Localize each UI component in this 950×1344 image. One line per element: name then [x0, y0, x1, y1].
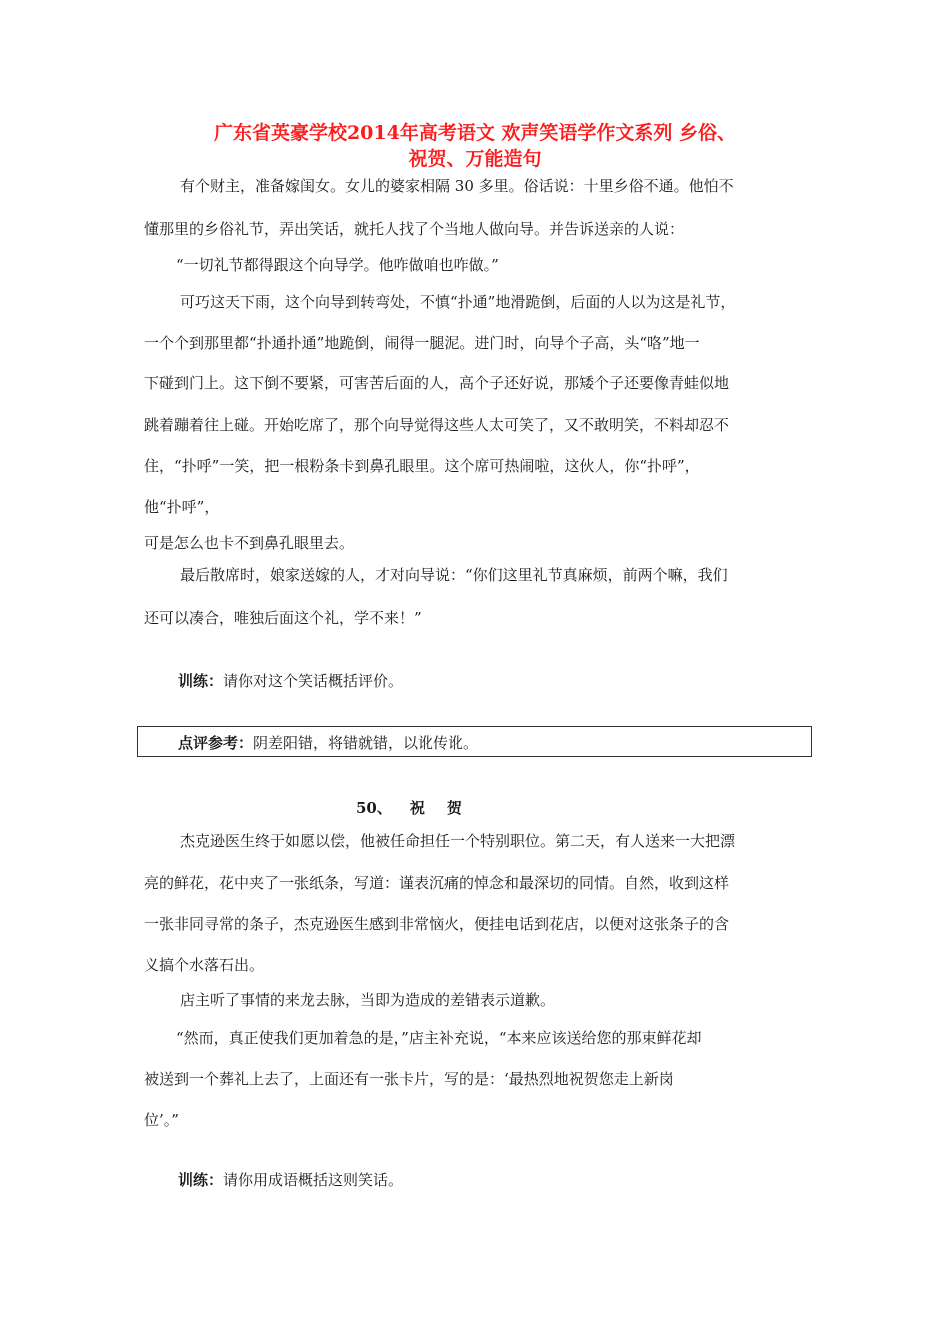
review-label: 点评参考：: [178, 734, 254, 752]
story1-line-5: 一个个到那里都“扑通扑通”地跪倒，闹得一腿泥。进门时，向导个子高，头“咯”地一: [144, 334, 700, 352]
story2-line-1: 杰克逊医生终于如愿以偿，他被任命担任一个特别职位。第二天，有人送来一大把漂: [180, 832, 736, 850]
story2-line-2: 亮的鲜花，花中夹了一张纸条，写道：谨表沉痛的悼念和最深切的同情。自然，收到这样: [144, 874, 730, 892]
training-1-label: 训练：: [178, 672, 224, 690]
document-title: [100, 120, 850, 172]
story1-line-10: 可是怎么也卡不到鼻孔眼里去。: [144, 534, 355, 552]
story1-line-9: 他“扑呼”，: [144, 498, 220, 516]
story1-line-12: 还可以凑合，唯独后面这个礼，学不来！”: [144, 609, 422, 627]
title-line-2: 祝贺、万能造句: [408, 148, 542, 170]
training-1-text: 请你对这个笑话概括评价。: [223, 672, 404, 690]
story1-line-6: 下碰到门上。这下倒不要紧，可害苦后面的人，高个子还好说，那矮个子还要像青蛙似地: [144, 374, 730, 392]
training-2: [178, 1170, 403, 1190]
story2-line-5: 店主听了事情的来龙去脉，当即为造成的差错表示道歉。: [180, 991, 556, 1009]
title-line-1: 广东省英豪学校2014年高考语文 欢声笑语学作文系列 乡俗、: [213, 122, 737, 144]
story1-line-2: 懂那里的乡俗礼节，弄出笑话，就托人找了个当地人做向导。并告诉送亲的人说：: [144, 220, 685, 238]
training-2-text: 请你用成语概括这则笑话。: [223, 1171, 404, 1189]
review-box: [137, 726, 812, 757]
story2-line-3: 一张非同寻常的条子，杰克逊医生感到非常恼火，便挂电话到花店，以便对这张条子的含: [144, 915, 730, 933]
story1-line-8: 住，“扑呼”一笑，把一根粉条卡到鼻孔眼里。这个席可热闹啦，这伙人，你“扑呼”，: [144, 457, 700, 475]
story2-line-6: “然而，真正使我们更加着急的是，”店主补充说，“本来应该送给您的那束鲜花却: [176, 1029, 702, 1047]
section-char-2: 贺: [446, 799, 462, 817]
section-char-1: 祝: [409, 799, 425, 817]
story1-line-11: 最后散席时，娘家送嫁的人，才对向导说：“你们这里礼节真麻烦，前两个嘛，我们: [180, 566, 728, 584]
story2-line-4: 义搞个水落石出。: [144, 956, 265, 974]
story1-line-7: 跳着蹦着往上碰。开始吃席了，那个向导觉得这些人太可笑了，又不敢明笑，不料却忍不: [144, 416, 730, 434]
story1-line-4: 可巧这天下雨，这个向导到转弯处，不慎“扑通”地滑跪倒，后面的人以为这是礼节，: [180, 293, 736, 311]
section-heading: [356, 797, 462, 818]
review-text: 阴差阳错，将错就错，以讹传讹。: [253, 734, 479, 752]
story2-line-7: 被送到一个葬礼上去了，上面还有一张卡片，写的是：‘最热烈地祝贺您走上新岗: [144, 1070, 674, 1088]
training-1: [178, 671, 403, 691]
training-2-label: 训练：: [178, 1171, 224, 1189]
story1-line-1: 有个财主，准备嫁闺女。女儿的婆家相隔 30 多里。俗话说：十里乡俗不通。他怕不: [180, 177, 734, 195]
story2-line-8: 位’。”: [144, 1111, 179, 1129]
story1-line-3: “一切礼节都得跟这个向导学。他咋做咱也咋做。”: [176, 256, 499, 274]
section-number: 50、: [356, 799, 392, 817]
